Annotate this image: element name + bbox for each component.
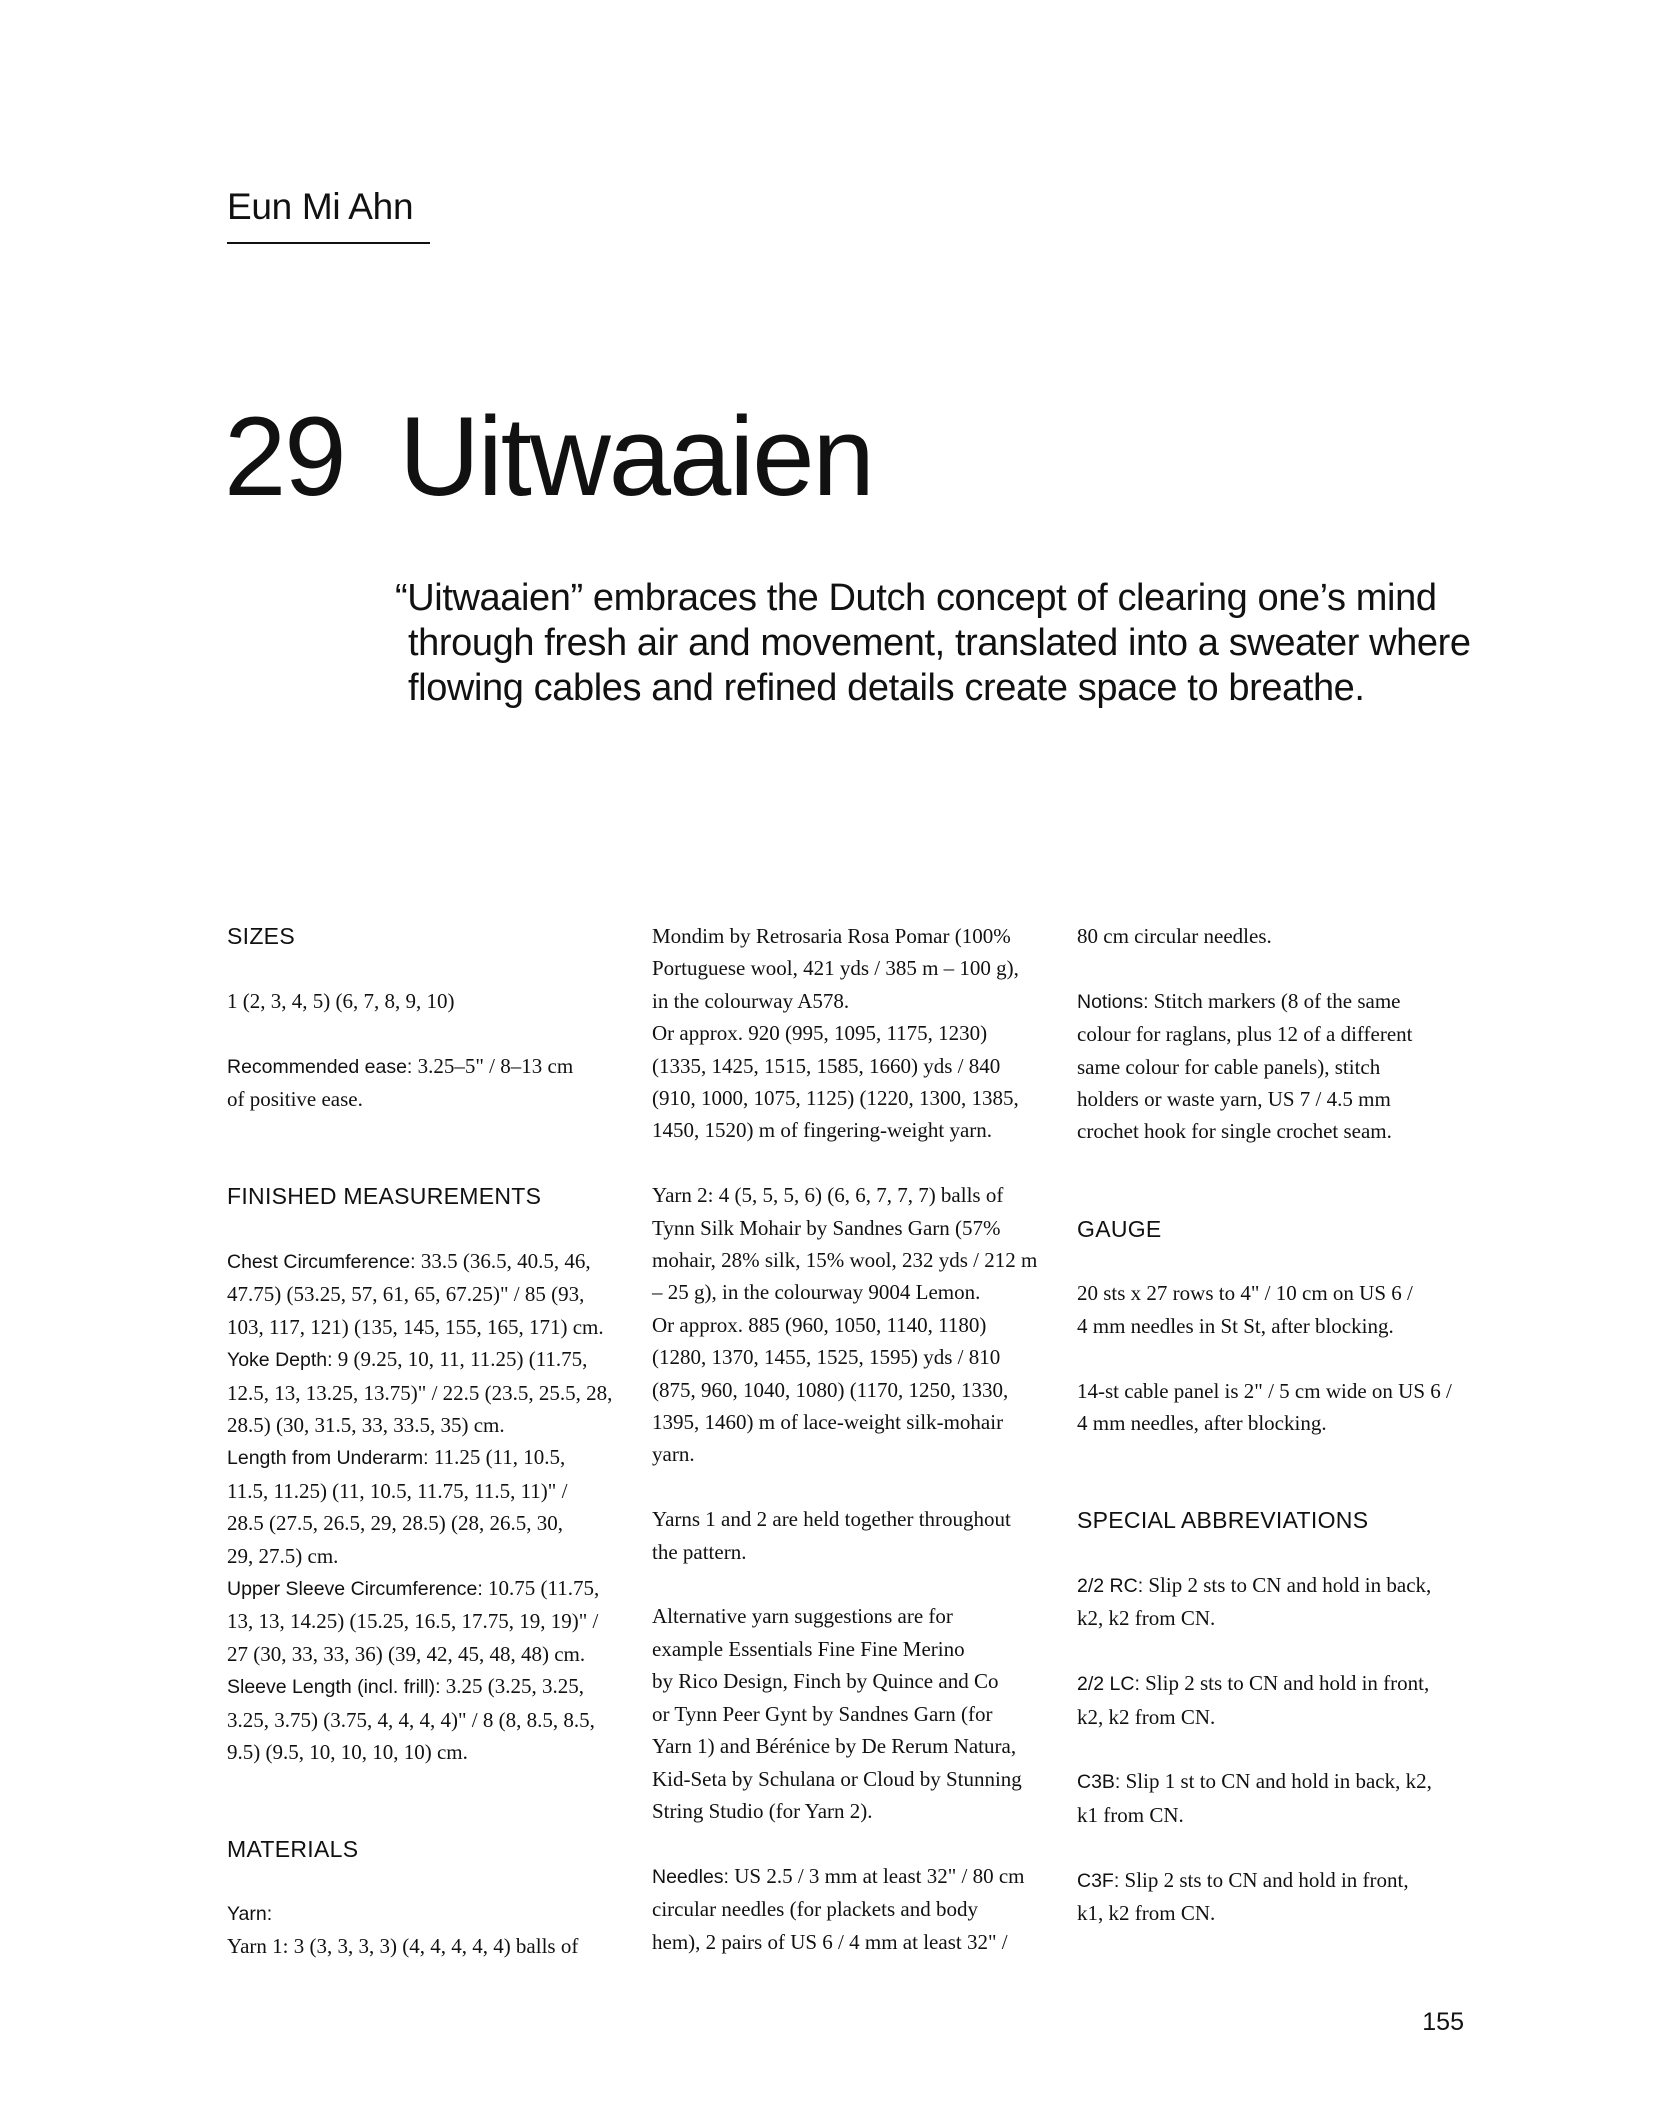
yarn2-text: – 25 g), in the colourway 9004 Lemon. [652,1280,981,1305]
abbr-c3f-label: C3F: [1077,1869,1120,1892]
notions-value: Stitch markers (8 of the same [1148,988,1401,1013]
abbr-rc [1077,1569,1477,1602]
yarn2-text: (875, 960, 1040, 1080) (1170, 1250, 1330, [652,1377,1009,1402]
alternative-yarn-text: or Tynn Peer Gynt by Sandnes Garn (for [652,1701,993,1726]
length-text-cont: 28.5 (27.5, 26.5, 29, 28.5) (28, 26.5, 30, [227,1511,563,1536]
lede-line: flowing cables and refined details create space to breathe. [408,667,1365,709]
yarn1-text-cont: 1450, 1520) m of fingering-weight yarn. [652,1118,993,1143]
gauge-text: 4 mm needles in St St, after blocking. [1077,1313,1394,1338]
lede-paragraph [395,576,1505,711]
abbr-c3b-value: Slip 1 st to CN and hold in back, k2, [1120,1769,1432,1794]
chest-text-cont: 47.75) (53.25, 57, 61, 65, 67.25)" / 85 (93, [227,1282,585,1307]
length-label: Length from Underarm: [227,1447,429,1470]
pattern-name: Uitwaaien [399,394,873,519]
cable-panel-text: 4 mm needles, after blocking. [1077,1411,1327,1436]
length-text-cont: 29, 27.5) cm. [227,1543,339,1568]
abbr-rc-cont: k2, k2 from CN. [1077,1606,1216,1631]
alternative-yarn-text: by Rico Design, Finch by Quince and Co [652,1669,999,1694]
cable-panel-text: 14-st cable panel is 2" / 5 cm wide on US 6 / [1077,1378,1452,1403]
yarn2-text: mohair, 28% silk, 15% wool, 232 yds / 212 m [652,1248,1038,1273]
special-abbreviations-heading: SPECIAL ABBREVIATIONS [1077,1507,1369,1534]
yarn2-text: (1280, 1370, 1455, 1525, 1595) yds / 810 [652,1345,1001,1370]
notions-text-cont: colour for raglans, plus 12 of a different [1077,1022,1413,1047]
yarn1-text-cont: Mondim by Retrosaria Rosa Pomar (100% [652,924,1011,948]
alternative-yarn-text: example Essentials Fine Fine Merino [652,1636,965,1661]
yarn1-text-cont: (910, 1000, 1075, 1125) (1220, 1300, 1385, [652,1086,1019,1111]
needles-text-cont: circular needles (for plackets and body [652,1897,978,1922]
abbr-lc-value: Slip 2 sts to CN and hold in front, [1139,1671,1430,1696]
yoke-value: 9 (9.25, 10, 11, 11.25) (11.75, [332,1347,588,1372]
ease-label: Recommended ease: [227,1055,413,1078]
column-right [1077,920,1477,1929]
sleeve-length-text-cont: 3.25, 3.75) (3.75, 4, 4, 4, 4)" / 8 (8, 8.5, 8.5, [227,1707,595,1732]
abbr-c3f [1077,1864,1477,1897]
needles-label: Needles: [652,1865,729,1888]
yarn2-text: Yarn 2: 4 (5, 5, 5, 6) (6, 6, 7, 7, 7) balls of [652,1183,1004,1208]
sizes-heading: SIZES [227,923,295,949]
author-underline [227,242,430,244]
held-together-text: Yarns 1 and 2 are held together throughout [652,1507,1011,1532]
yarn1-text-cont: (1335, 1425, 1515, 1585, 1660) yds / 840 [652,1053,1001,1078]
notions-label: Notions: [1077,990,1149,1013]
finished-measurements-heading: FINISHED MEASUREMENTS [227,1183,542,1210]
alternative-yarn-text: String Studio (for Yarn 2). [652,1798,873,1823]
held-together-text: the pattern. [652,1539,747,1564]
alternative-yarn-text: Alternative yarn suggestions are for [652,1604,953,1629]
abbr-lc-label: 2/2 LC: [1077,1673,1140,1696]
needles-text-cont: 80 cm circular needles. [1077,924,1272,948]
alternative-yarn-text: Yarn 1) and Bérénice by De Rerum Natura, [652,1734,1017,1759]
sleeve-length-value: 3.25 (3.25, 3.25, [440,1674,585,1699]
chest-text-cont: 103, 117, 121) (135, 145, 155, 165, 171) cm. [227,1314,604,1339]
yarn2-text: 1395, 1460) m of lace-weight silk-mohair [652,1410,1004,1435]
upper-sleeve-label: Upper Sleeve Circumference: [227,1578,483,1601]
abbr-c3b-cont: k1 from CN. [1077,1802,1184,1827]
author-name: Eun Mi Ahn [227,186,414,227]
upper-sleeve-text-cont: 13, 13, 14.25) (15.25, 16.5, 17.75, 19, 19)" / [227,1609,599,1634]
ease-value: 3.25–5" / 8–13 cm [412,1053,574,1078]
yoke-text [227,1343,627,1376]
ease-text-cont: of positive ease. [227,1087,363,1111]
column-left [227,920,627,1963]
sizes-text: 1 (2, 3, 4, 5) (6, 7, 8, 9, 10) [227,988,455,1013]
pattern-title [224,392,873,521]
yarn2-text: Tynn Silk Mohair by Sandnes Garn (57% [652,1215,1001,1240]
yarn1-text: Yarn 1: 3 (3, 3, 3, 3) (4, 4, 4, 4, 4) balls of [227,1934,579,1959]
gauge-text: 20 sts x 27 rows to 4" / 10 cm on US 6 / [1077,1281,1413,1306]
length-value: 11.25 (11, 10.5, [428,1445,566,1470]
notions-text-cont: same colour for cable panels), stitch [1077,1054,1381,1079]
abbr-lc-cont: k2, k2 from CN. [1077,1704,1216,1729]
sleeve-length-label: Sleeve Length (incl. frill): [227,1676,441,1699]
gauge-heading: GAUGE [1077,1215,1162,1242]
upper-sleeve-text-cont: 27 (30, 33, 33, 36) (39, 42, 45, 48, 48) cm. [227,1641,586,1666]
yarn-label: Yarn: [227,1903,273,1926]
sleeve-length-text-cont: 9.5) (9.5, 10, 10, 10, 10) cm. [227,1740,468,1765]
abbr-lc [1077,1667,1477,1700]
chest-label: Chest Circumference: [227,1250,416,1273]
length-text-cont: 11.5, 11.25) (11, 10.5, 11.75, 11.5, 11)" / [227,1478,568,1503]
yarn1-text-cont: Portuguese wool, 421 yds / 385 m – 100 g), [652,956,1019,981]
yoke-text-cont: 28.5) (30, 31.5, 33, 33.5, 35) cm. [227,1413,505,1438]
yarn1-text-cont: Or approx. 920 (995, 1095, 1175, 1230) [652,1021,988,1046]
alternative-yarn-text: Kid-Seta by Schulana or Cloud by Stunning [652,1766,1022,1791]
notions-text-cont: crochet hook for single crochet seam. [1077,1119,1392,1144]
sleeve-length-text [227,1670,627,1703]
abbr-c3f-value: Slip 2 sts to CN and hold in front, [1119,1867,1409,1892]
yoke-label: Yoke Depth: [227,1349,333,1372]
yarn2-text: yarn. [652,1442,695,1467]
abbr-c3f-cont: k1, k2 from CN. [1077,1901,1216,1926]
abbr-c3b-label: C3B: [1077,1771,1121,1794]
lede-line: through fresh air and movement, translated into a sweater where [408,622,1471,664]
lede-line: “Uitwaaien” embraces the Dutch concept of clearing one’s mind [395,577,1437,619]
notions-text-cont: holders or waste yarn, US 7 / 4.5 mm [1077,1087,1391,1112]
ease-text [227,1050,627,1083]
notions-text [1077,985,1477,1018]
yarn2-text: Or approx. 885 (960, 1050, 1140, 1180) [652,1312,987,1337]
needles-text [652,1860,1052,1893]
abbr-rc-label: 2/2 RC: [1077,1575,1144,1597]
abbr-rc-value: Slip 2 sts to CN and hold in back, [1143,1573,1432,1597]
abbr-c3b [1077,1765,1477,1798]
upper-sleeve-text [227,1572,627,1605]
length-text [227,1441,627,1474]
chest-text [227,1245,627,1278]
materials-heading: MATERIALS [227,1836,359,1863]
yarn1-text-cont: in the colourway A578. [652,988,850,1013]
chest-value: 33.5 (36.5, 40.5, 46, [415,1248,591,1273]
pattern-number: 29 [224,394,345,519]
upper-sleeve-value: 10.75 (11.75, [482,1576,600,1601]
yoke-text-cont: 12.5, 13, 13.25, 13.75)" / 22.5 (23.5, 25.5, 28, [227,1380,613,1405]
needles-text-cont: hem), 2 pairs of US 6 / 4 mm at least 32" / [652,1929,1008,1954]
page-number: 155 [1422,2008,1464,2036]
column-middle [652,920,1052,1958]
needles-value: US 2.5 / 3 mm at least 32" / 80 cm [728,1863,1025,1888]
